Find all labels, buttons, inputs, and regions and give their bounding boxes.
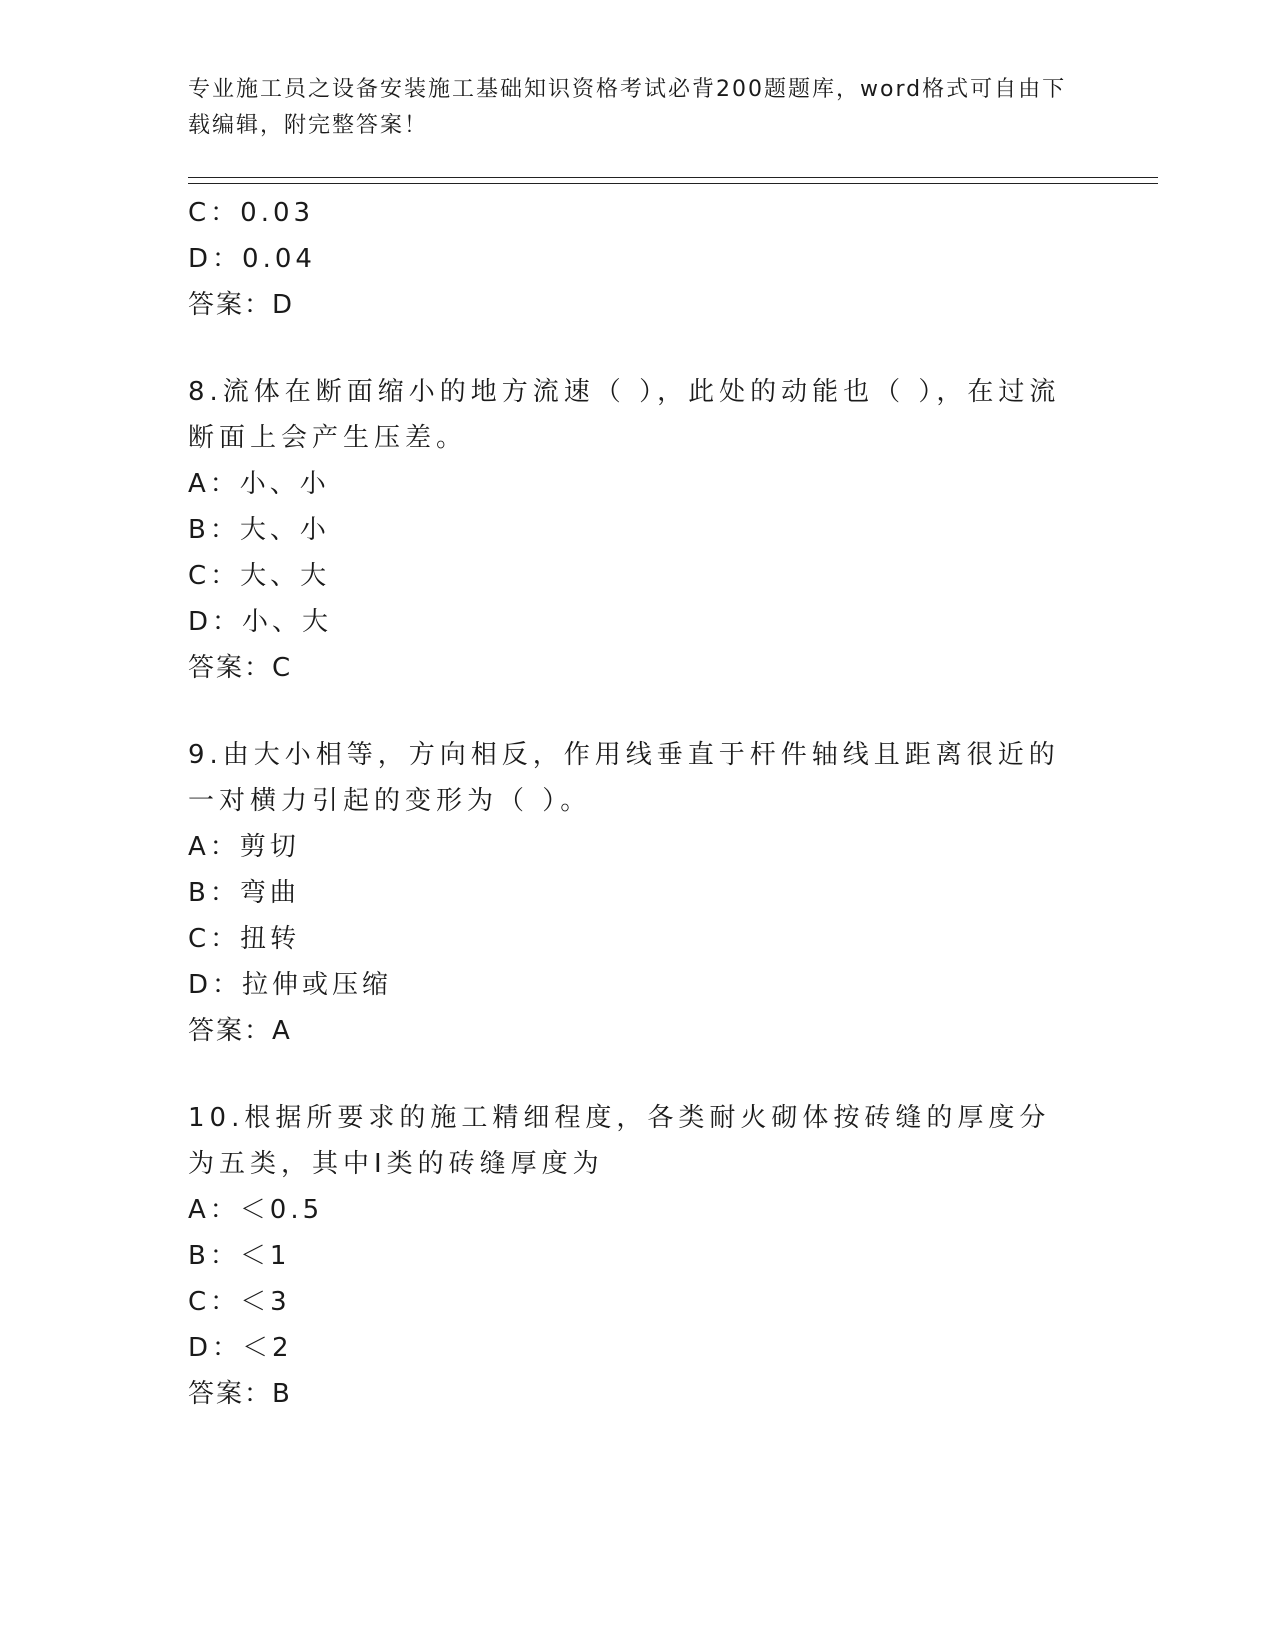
prev-question-tail: [188, 190, 1088, 328]
option-b: B：大、小: [188, 515, 330, 545]
header-divider-bottom: [188, 183, 1158, 184]
option-a: A：小、小: [188, 469, 330, 499]
question-text: 9.由大小相等，方向相反，作用线垂直于杆件轴线且距离很近的一对横力引起的变形为（ ）。: [188, 740, 1060, 816]
option-d: D：拉伸或压缩: [188, 970, 393, 1000]
answer-line: 答案：A: [188, 1016, 292, 1046]
document-header-title: 专业施工员之设备安装施工基础知识资格考试必背200题题库，word格式可自由下载编辑，附完整答案！: [188, 77, 1067, 138]
option-d: D：＜2: [188, 1333, 293, 1363]
question-text: 10.根据所要求的施工精细程度，各类耐火砌体按砖缝的厚度分为五类，其中Ⅰ类的砖缝厚度为: [188, 1103, 1051, 1179]
option-a: A：＜0.5: [188, 1195, 324, 1225]
option-d: D：0.04: [188, 244, 316, 274]
header-divider-top: [188, 177, 1158, 178]
option-b: B：弯曲: [188, 878, 300, 908]
option-a: A：剪切: [188, 832, 300, 862]
answer-line: 答案：B: [188, 1379, 292, 1409]
answer-line: 答案：D: [188, 290, 295, 320]
answer-line: 答案：C: [188, 653, 293, 683]
question-8: [188, 369, 1088, 691]
question-list: [188, 190, 1088, 1417]
question-text: 8.流体在断面缩小的地方流速（ ），此处的动能也（ ），在过流断面上会产生压差。: [188, 377, 1061, 453]
question-9: [188, 732, 1088, 1054]
option-b: B：＜1: [188, 1241, 291, 1271]
option-c: C：扭转: [188, 924, 301, 954]
option-c: C：0.03: [188, 198, 315, 228]
question-10: [188, 1095, 1088, 1417]
option-d: D：小、大: [188, 607, 333, 637]
option-c: C：大、大: [188, 561, 331, 591]
option-c: C：＜3: [188, 1287, 291, 1317]
